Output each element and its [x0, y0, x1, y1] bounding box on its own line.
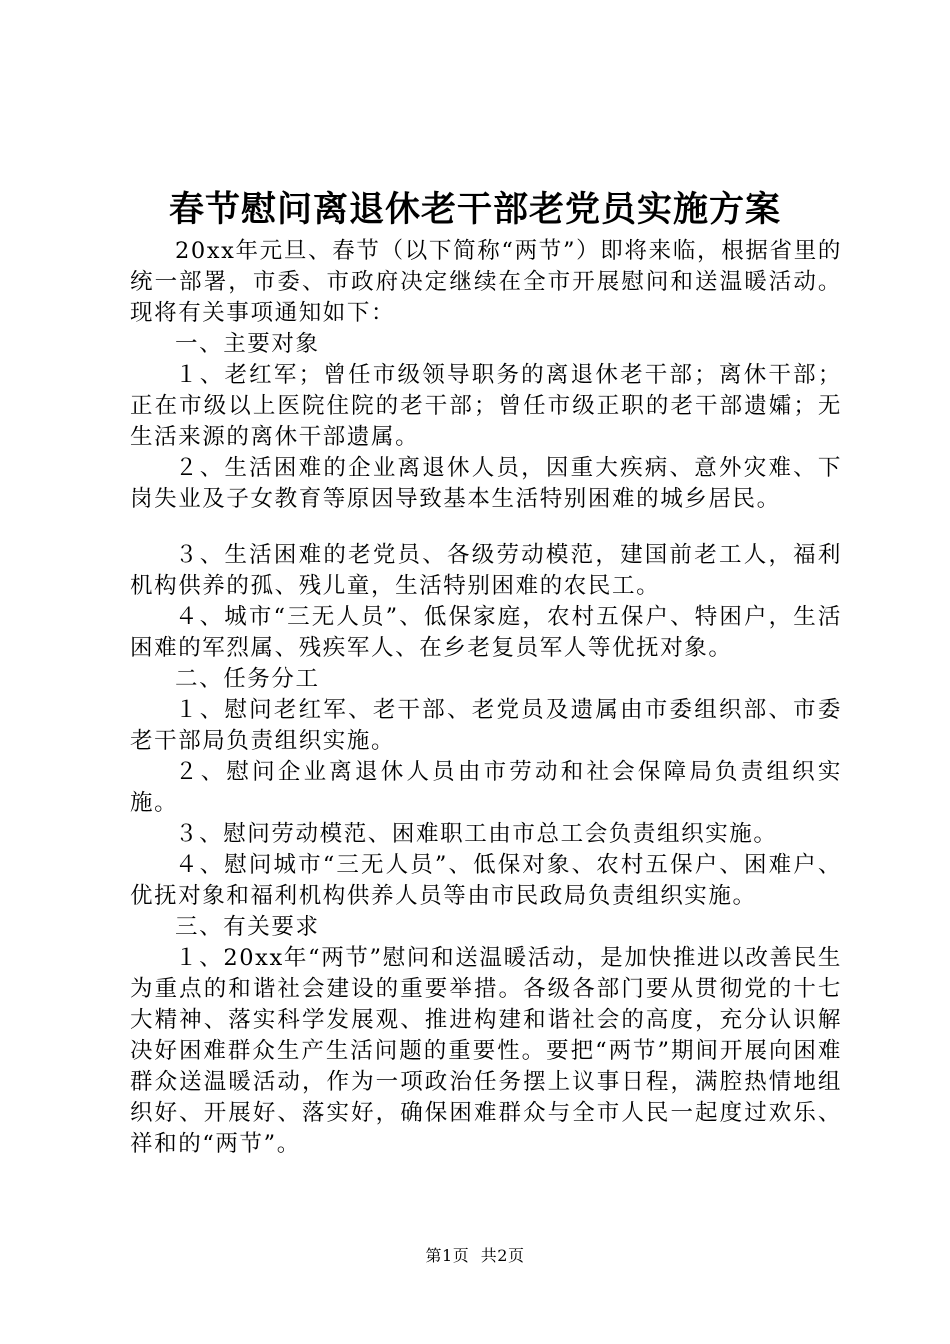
section-heading: 二、任务分工 — [175, 666, 320, 692]
document-title: 春节慰问离退休老干部老党员实施方案 — [168, 189, 781, 230]
body-paragraph: １、老红军；曾任市级领导职务的离退休老干部；离休干部；正在市级以上医院住院的老干部；曾任市级正职的老干部遗孀；无生活来源的离休干部遗属。 — [130, 362, 842, 450]
body-paragraph: ２、生活困难的企业离退休人员，因重大疾病、意外灾难、下岗失业及子女教育等原因导致基本生活特别困难的城乡居民。 — [130, 455, 842, 512]
body-paragraph: １、20xx年“两节”慰问和送温暖活动，是加快推进以改善民生为重点的和谐社会建设的重要举措。各级各部门要从贯彻党的十七大精神、落实科学发展观、推进构建和谐社会的高度，充分认识解决好困难群众生产生活问题的重要性。要把“两节”期间开展向困难群众送温暖活动，作为一项政治任务摆上议事日程，满腔热情地组织好、开展好、落实好，确保困难群众与全市人民一起度过欢乐、祥和的“两节”。 — [130, 945, 842, 1157]
body-paragraph: ４、城市“三无人员”、低保家庭，农村五保户、特困户，生活困难的军烈属、残疾军人、在乡老复员军人等优抚对象。 — [130, 604, 842, 661]
document-body — [130, 236, 842, 1160]
body-paragraph: １、慰问老红军、老干部、老党员及遗属由市委组织部、市委老干部局负责组织实施。 — [130, 697, 842, 754]
section-heading: 一、主要对象 — [175, 331, 320, 357]
body-paragraph: ３、慰问劳动模范、困难职工由市总工会负责组织实施。 — [175, 821, 778, 847]
page-number-footer: 第1页 共2页 — [425, 1246, 525, 1265]
section-heading: 三、有关要求 — [175, 914, 320, 940]
body-paragraph: ２、慰问企业离退休人员由市劳动和社会保障局负责组织实施。 — [130, 759, 842, 816]
body-paragraph: ４、慰问城市“三无人员”、低保对象、农村五保户、困难户、优抚对象和福利机构供养人员等由市民政局负责组织实施。 — [130, 852, 842, 909]
body-paragraph: ３、生活困难的老党员、各级劳动模范，建国前老工人，福利机构供养的孤、残儿童，生活特别困难的农民工。 — [130, 542, 842, 599]
intro-paragraph: 20xx年元旦、春节（以下简称“两节”）即将来临，根据省里的统一部署，市委、市政府决定继续在全市开展慰问和送温暖活动。现将有关事项通知如下： — [130, 238, 842, 326]
